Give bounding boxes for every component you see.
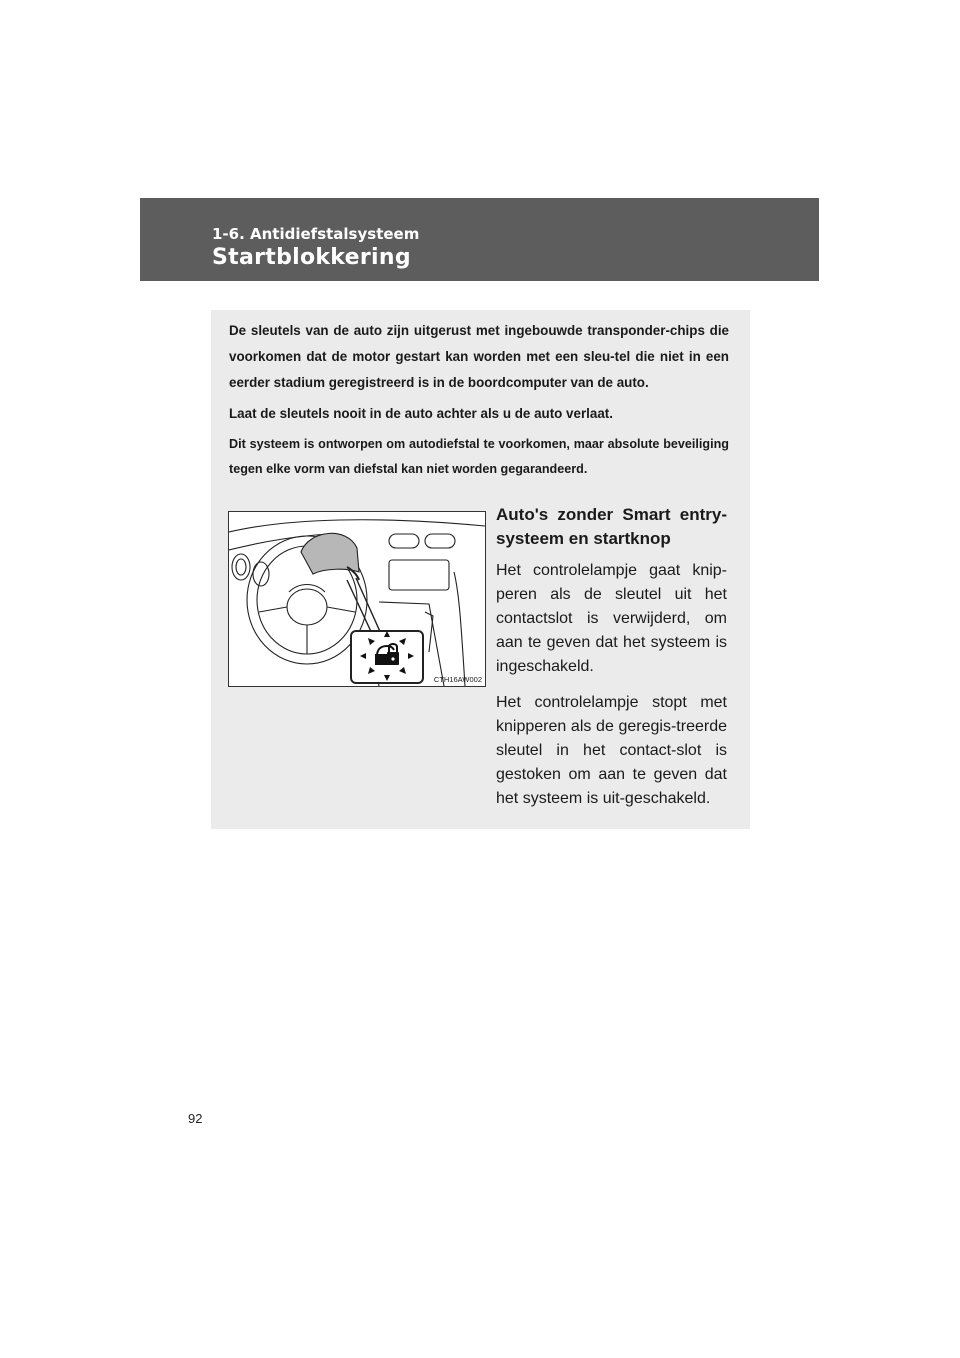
dashboard-illustration — [228, 511, 486, 687]
side-paragraph: Het controlelampje stopt met knipperen als de geregis-treerde sleutel in het contact-slot is gestoken om aan te geven dat het systeem is uit-geschakeld. — [496, 694, 727, 807]
page-title: Startblokkering — [212, 245, 411, 270]
intro-block — [229, 318, 729, 482]
side-paragraph: Het controlelampje gaat knip-peren als de sleutel uit het contactslot is verwijderd, om aan te geven dat het systeem is ingeschakeld. — [496, 562, 727, 675]
disclaimer-paragraph: Dit systeem is ontworpen om autodiefstal te voorkomen, maar absolute beveiliging tegen elke vorm van diefstal kan niet worden gegarandeerd. — [229, 437, 729, 476]
dashboard-drawing — [229, 512, 485, 686]
content-panel — [211, 310, 750, 829]
header-band — [140, 198, 819, 281]
page-number: 92 — [188, 1111, 203, 1126]
side-text — [496, 503, 727, 823]
illustration-code: CTH16AW002 — [433, 675, 482, 684]
warning-paragraph: Laat de sleutels nooit in de auto achter als u de auto verlaat. — [229, 406, 613, 421]
subheading: Auto's zonder Smart entry-systeem en startknop — [496, 505, 727, 548]
intro-paragraph: De sleutels van de auto zijn uitgerust met ingebouwde transponder-chips die voorkomen dat de motor gestart kan worden met een sleu-tel die niet in een eerder stadium geregistreerd is in de boordcomputer van de auto. — [229, 323, 729, 390]
section-label: 1-6. Antidiefstalsysteem — [212, 225, 420, 243]
